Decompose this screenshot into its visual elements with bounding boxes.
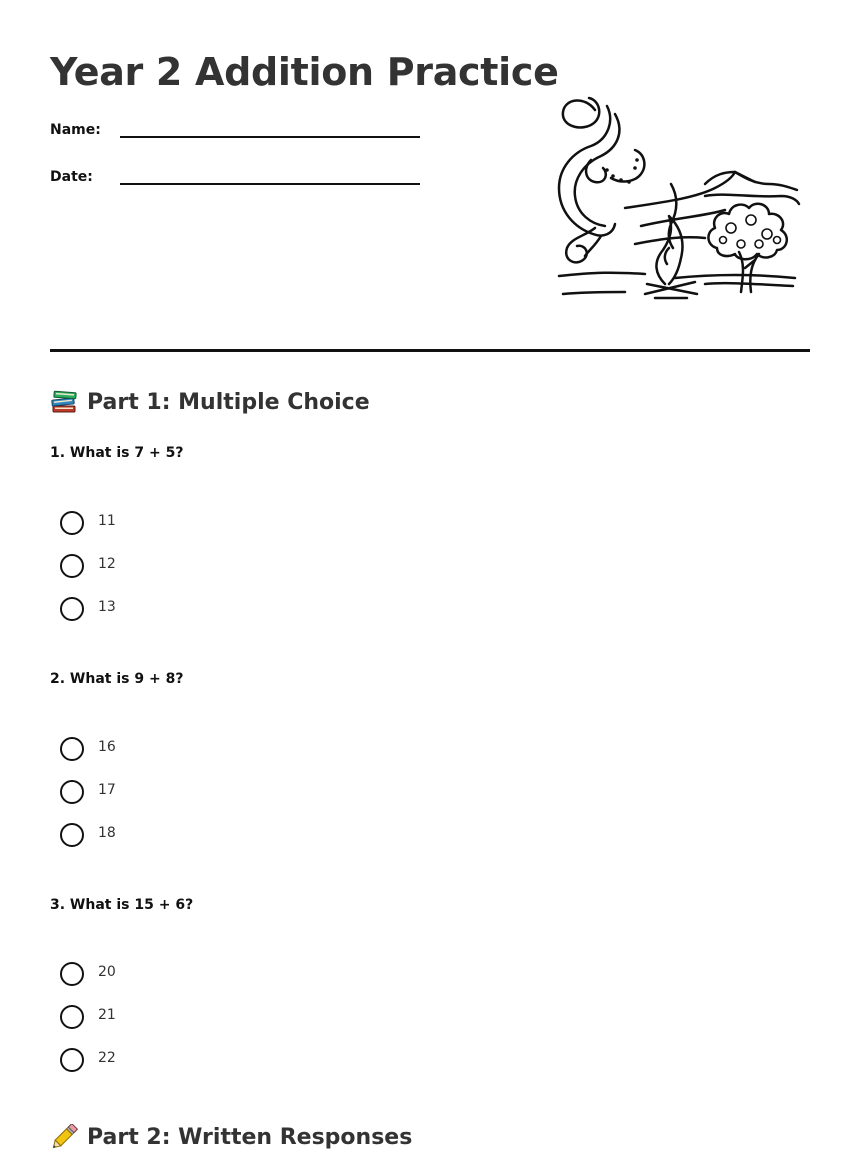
name-field[interactable] bbox=[120, 136, 420, 138]
radio-button[interactable] bbox=[60, 597, 84, 621]
date-field[interactable] bbox=[120, 183, 420, 185]
option-label: 21 bbox=[98, 1007, 116, 1023]
radio-button[interactable] bbox=[60, 780, 84, 804]
part1-heading bbox=[50, 389, 370, 415]
pencil-icon bbox=[50, 1124, 78, 1150]
answer-option[interactable] bbox=[60, 511, 260, 537]
option-label: 22 bbox=[98, 1050, 116, 1066]
date-label: Date: bbox=[50, 169, 93, 185]
header-divider bbox=[50, 349, 810, 352]
option-label: 17 bbox=[98, 782, 116, 798]
part1-heading-text: Part 1: Multiple Choice bbox=[87, 389, 370, 415]
radio-button[interactable] bbox=[60, 511, 84, 535]
radio-button[interactable] bbox=[60, 962, 84, 986]
books-icon bbox=[50, 389, 78, 415]
radio-button[interactable] bbox=[60, 823, 84, 847]
date-field-row bbox=[50, 169, 430, 199]
question-text: 1. What is 7 + 5? bbox=[50, 445, 184, 461]
answer-option[interactable] bbox=[60, 554, 260, 580]
campfire-tree-mountains-illustration bbox=[555, 88, 805, 308]
answer-option[interactable] bbox=[60, 823, 260, 849]
answer-option[interactable] bbox=[60, 1005, 260, 1031]
answer-option[interactable] bbox=[60, 1048, 260, 1074]
option-label: 16 bbox=[98, 739, 116, 755]
option-label: 13 bbox=[98, 599, 116, 615]
part2-heading-text: Part 2: Written Responses bbox=[87, 1124, 413, 1150]
radio-button[interactable] bbox=[60, 1005, 84, 1029]
answer-option[interactable] bbox=[60, 962, 260, 988]
answer-option[interactable] bbox=[60, 597, 260, 623]
name-label: Name: bbox=[50, 122, 101, 138]
radio-button[interactable] bbox=[60, 554, 84, 578]
radio-button[interactable] bbox=[60, 1048, 84, 1072]
radio-button[interactable] bbox=[60, 737, 84, 761]
option-label: 11 bbox=[98, 513, 116, 529]
option-label: 12 bbox=[98, 556, 116, 572]
page-title: Year 2 Addition Practice bbox=[50, 50, 559, 94]
option-label: 20 bbox=[98, 964, 116, 980]
part2-heading bbox=[50, 1124, 412, 1150]
answer-option[interactable] bbox=[60, 780, 260, 806]
question-text: 2. What is 9 + 8? bbox=[50, 671, 184, 687]
option-label: 18 bbox=[98, 825, 116, 841]
name-field-row bbox=[50, 122, 430, 152]
question-text: 3. What is 15 + 6? bbox=[50, 897, 194, 913]
answer-option[interactable] bbox=[60, 737, 260, 763]
